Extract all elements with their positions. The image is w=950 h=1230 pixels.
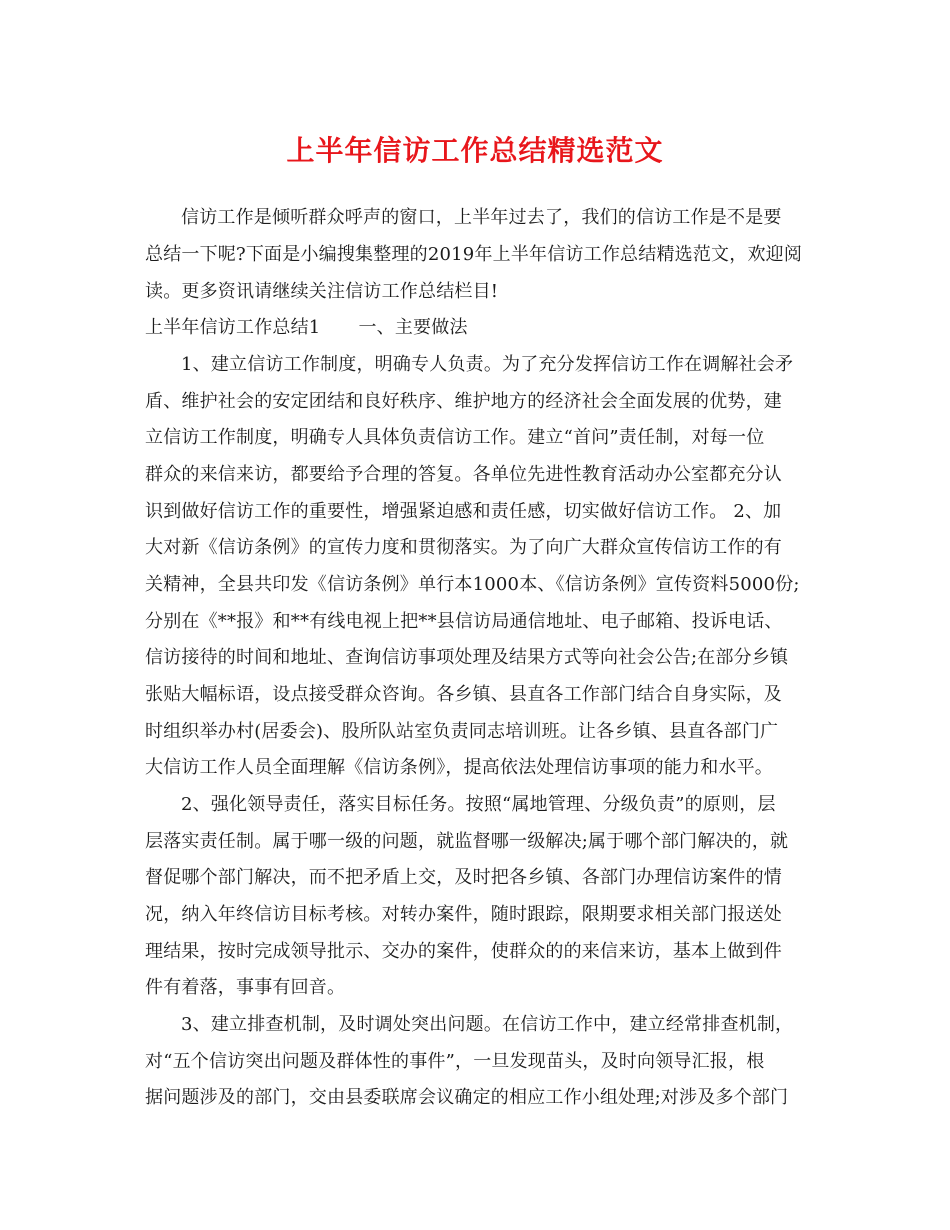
paragraph-line: 件有着落，事事有回音。 [145, 977, 346, 998]
paragraph-line: 群众的来信来访，都要给予合理的答复。各单位先进性教育活动办公室都充分认 [145, 464, 782, 485]
paragraph-line: 张贴大幅标语，设点接受群众咨询。各乡镇、县直各工作部门结合自身实际，及 [145, 684, 782, 705]
paragraph-line: 立信访工作制度，明确专人具体负责信访工作。建立“首问”责任制，对每一位 [145, 427, 765, 448]
paragraph-line: 据问题涉及的部门，交由县委联席会议确定的相应工作小组处理;对涉及多个部门 [145, 1087, 789, 1108]
paragraph-line: 大对新《信访条例》的宣传力度和贯彻落实。为了向广大群众宣传信访工作的有 [145, 537, 782, 558]
paragraph-line: 总结一下呢?下面是小编搜集整理的2019年上半年信访工作总结精选范文，欢迎阅 [145, 244, 803, 265]
paragraph-line: 3、建立排查机制，及时调处突出问题。在信访工作中，建立经常排查机制， [181, 1014, 794, 1035]
paragraph-line: 1、建立信访工作制度，明确专人负责。为了充分发挥信访工作在调解社会矛 [181, 354, 794, 375]
paragraph-line: 信访工作是倾听群众呼声的窗口，上半年过去了，我们的信访工作是不是要 [181, 207, 782, 228]
section-heading: 上半年信访工作总结1 [145, 317, 321, 338]
paragraph-line: 况，纳入年终信访目标考核。对转办案件，随时跟踪，限期要求相关部门报送处 [145, 904, 782, 925]
paragraph-line: 分别在《**报》和**有线电视上把**县信访局通信地址、电子邮箱、投诉电话、 [145, 611, 783, 632]
paragraph-line: 盾、维护社会的安定团结和良好秩序、维护地方的经济社会全面发展的优势，建 [145, 391, 782, 412]
paragraph-line: 时组织举办村(居委会)、股所队站室负责同志培训班。让各乡镇、县直各部门广 [145, 721, 779, 742]
paragraph-line: 对“五个信访突出问题及群体性的事件”，一旦发现苗头，及时向领导汇报，根 [145, 1051, 765, 1072]
section-heading-line [145, 316, 468, 340]
subsection-heading: 一、主要做法 [358, 317, 468, 338]
paragraph-line: 关精神，全县共印发《信访条例》单行本1000本、《信访条例》宣传资料5000份; [145, 574, 800, 595]
paragraph-line: 大信访工作人员全面理解《信访条例》，提高依法处理信访事项的能力和水平。 [145, 757, 773, 778]
paragraph-line: 读。更多资讯请继续关注信访工作总结栏目! [145, 281, 499, 302]
document-title: 上半年信访工作总结精选范文 [286, 134, 664, 167]
paragraph-line: 2、强化领导责任，落实目标任务。按照“属地管理、分级负责”的原则，层 [181, 794, 776, 815]
paragraph-line: 信访接待的时间和地址、查询信访事项处理及结果方式等向社会公告;在部分乡镇 [145, 647, 789, 668]
paragraph-line: 理结果，按时完成领导批示、交办的案件，使群众的的来信来访，基本上做到件 [145, 941, 782, 962]
paragraph-line: 层落实责任制。属于哪一级的问题，就监督哪一级解决;属于哪个部门解决的，就 [145, 831, 789, 852]
paragraph-line: 识到做好信访工作的重要性，增强紧迫感和责任感，切实做好信访工作。 2、加 [145, 501, 782, 522]
paragraph-line: 督促哪个部门解决，而不把矛盾上交，及时把各乡镇、各部门办理信访案件的情 [145, 867, 782, 888]
